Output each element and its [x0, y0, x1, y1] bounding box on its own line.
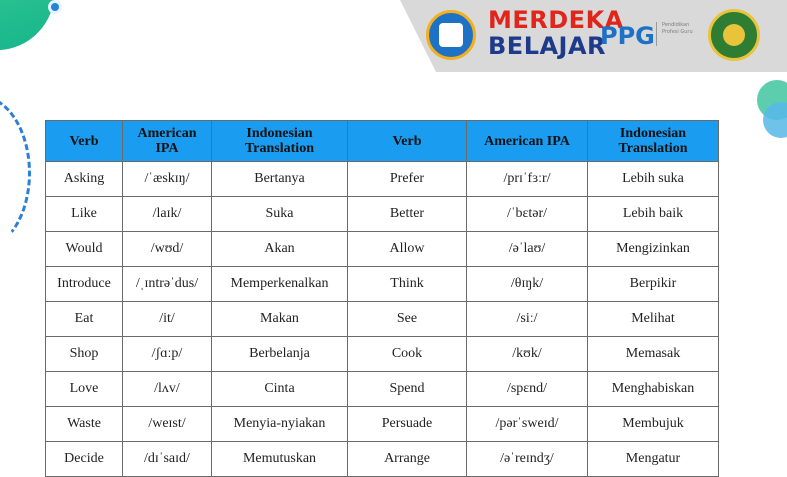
verb-cell: Prefer [348, 162, 467, 197]
translation-cell: Melihat [588, 302, 719, 337]
ipa-cell: /wʊd/ [123, 232, 212, 267]
ipa-cell: /prɪˈfɜːr/ [467, 162, 588, 197]
ppg-divider [656, 22, 657, 46]
ipa-cell: /siː/ [467, 302, 588, 337]
ipa-cell: /əˈreɪndʒ/ [467, 442, 588, 477]
table-row [46, 407, 719, 442]
verb-cell: Spend [348, 372, 467, 407]
table-row [46, 267, 719, 302]
header-verb: Verb [348, 121, 467, 162]
translation-cell: Lebih suka [588, 162, 719, 197]
translation-cell: Mengatur [588, 442, 719, 477]
translation-cell: Menghabiskan [588, 372, 719, 407]
ipa-cell: /laɪk/ [123, 197, 212, 232]
verb-cell: Asking [46, 162, 123, 197]
table-row [46, 197, 719, 232]
translation-cell: Suka [212, 197, 348, 232]
verb-cell: Persuade [348, 407, 467, 442]
ipa-cell: /it/ [123, 302, 212, 337]
translation-cell: Memutuskan [212, 442, 348, 477]
ipa-cell: /ˈæskɪŋ/ [123, 162, 212, 197]
translation-cell: Bertanya [212, 162, 348, 197]
translation-cell: Memperkenalkan [212, 267, 348, 302]
translation-cell: Memasak [588, 337, 719, 372]
decorative-dot [48, 0, 62, 14]
ipa-cell: /weɪst/ [123, 407, 212, 442]
verb-cell: Think [348, 267, 467, 302]
verb-cell: Cook [348, 337, 467, 372]
table-row [46, 337, 719, 372]
decorative-shape-right [757, 80, 787, 150]
ppg-subtitle: Pendidikan Profesi Guru [662, 22, 693, 35]
verb-cell: Allow [348, 232, 467, 267]
decorative-circle [0, 0, 55, 50]
university-seal-icon [708, 9, 760, 61]
translation-cell: Akan [212, 232, 348, 267]
translation-cell: Membujuk [588, 407, 719, 442]
translation-cell: Makan [212, 302, 348, 337]
header-american-ipa: American IPA [467, 121, 588, 162]
verb-cell: Better [348, 197, 467, 232]
merdeka-text: MERDEKA [488, 6, 624, 34]
table-header-row [46, 121, 719, 162]
verb-vocabulary-table [45, 120, 719, 477]
ipa-cell: /lʌv/ [123, 372, 212, 407]
ipa-cell: /kʊk/ [467, 337, 588, 372]
header-verb: Verb [46, 121, 123, 162]
ipa-cell: /ˌɪntrəˈdus/ [123, 267, 212, 302]
ipa-cell: /əˈlaʊ/ [467, 232, 588, 267]
header-american-ipa: American IPA [123, 121, 212, 162]
translation-cell: Cinta [212, 372, 348, 407]
table-row [46, 442, 719, 477]
ipa-cell: /ˈbɛtər/ [467, 197, 588, 232]
verb-cell: Like [46, 197, 123, 232]
header-indonesian-translation: Indonesian Translation [588, 121, 719, 162]
header-indonesian-translation: Indonesian Translation [212, 121, 348, 162]
ipa-cell: /pərˈsweɪd/ [467, 407, 588, 442]
verb-cell: Arrange [348, 442, 467, 477]
ipa-cell: /spɛnd/ [467, 372, 588, 407]
table-row [46, 302, 719, 337]
verb-cell: See [348, 302, 467, 337]
table-row [46, 162, 719, 197]
verb-cell: Waste [46, 407, 123, 442]
ipa-cell: /dɪˈsaɪd/ [123, 442, 212, 477]
verb-cell: Introduce [46, 267, 123, 302]
translation-cell: Mengizinkan [588, 232, 719, 267]
table-row [46, 232, 719, 267]
belajar-text: BELAJAR [488, 32, 607, 60]
decorative-dashed-arc [0, 95, 31, 251]
verb-cell: Shop [46, 337, 123, 372]
translation-cell: Menyia-nyiakan [212, 407, 348, 442]
verb-cell: Love [46, 372, 123, 407]
verb-cell: Would [46, 232, 123, 267]
translation-cell: Berbelanja [212, 337, 348, 372]
tut-wuri-handayani-logo-icon [426, 10, 476, 60]
translation-cell: Berpikir [588, 267, 719, 302]
table-row [46, 372, 719, 407]
verb-cell: Eat [46, 302, 123, 337]
ipa-cell: /ʃɑːp/ [123, 337, 212, 372]
verb-cell: Decide [46, 442, 123, 477]
ipa-cell: /θɪŋk/ [467, 267, 588, 302]
translation-cell: Lebih baik [588, 197, 719, 232]
ppg-logo-text: PPG [600, 22, 655, 50]
